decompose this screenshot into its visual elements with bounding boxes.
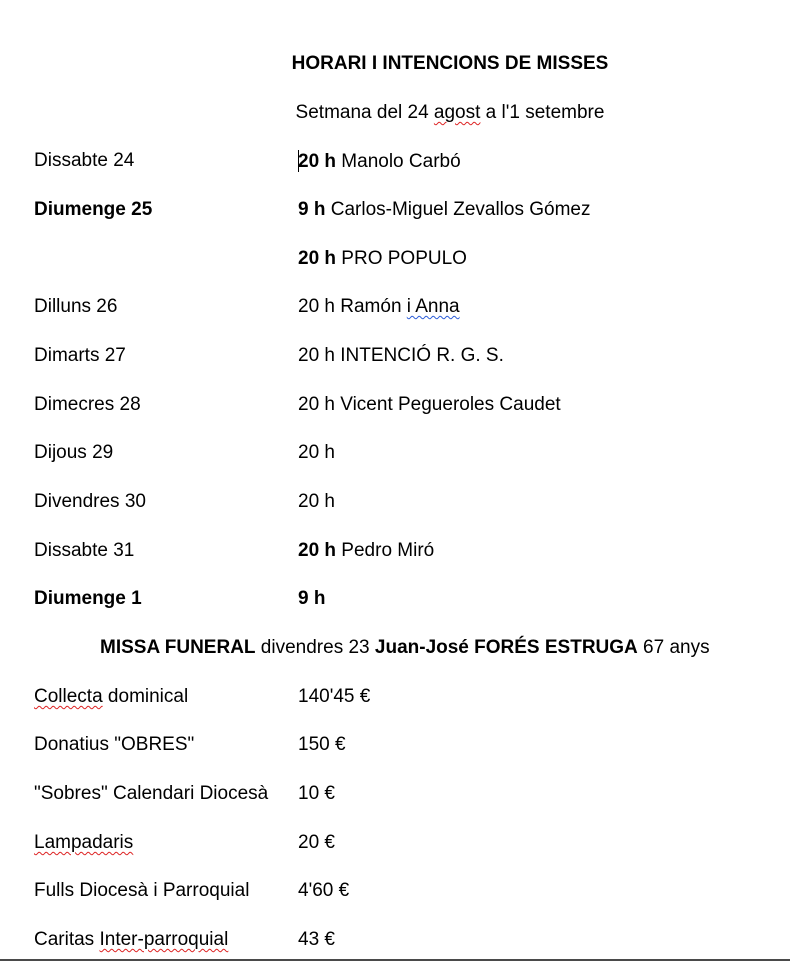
mass-entry: 20 h [298, 442, 335, 463]
collection-amount: 4'60 € [298, 880, 350, 901]
mass-entry: 20 h [298, 491, 335, 512]
collection-amount: 43 € [298, 929, 335, 950]
collection-label: Donatius "OBRES" [34, 734, 195, 755]
spellcheck-underline: Collecta [34, 686, 103, 707]
mass-entry: 20 h INTENCIÓ R. G. S. [298, 345, 504, 366]
collection-amount: 20 € [298, 832, 335, 853]
spellcheck-underline: agost [433, 102, 481, 123]
day-label: Diumenge 25 [34, 199, 153, 220]
mass-entry: 20 h Ramón i Anna [298, 296, 460, 317]
day-label: Dilluns 26 [34, 296, 118, 317]
grammar-underline: i Anna [406, 296, 460, 317]
day-label: Dissabte 31 [34, 540, 135, 561]
collection-amount: 140'45 € [298, 686, 371, 707]
mass-entry: 9 h Carlos-Miguel Zevallos Gómez [298, 199, 591, 220]
funeral-notice: MISSA FUNERAL divendres 23 Juan-José FORÉS ESTRUGA 67 anys [100, 637, 710, 658]
mass-entry: 9 h [298, 588, 326, 609]
mass-entry: 20 h Vicent Pegueroles Caudet [298, 394, 561, 415]
day-label: Dimarts 27 [34, 345, 126, 366]
spellcheck-underline: Inter-parroquial [99, 929, 229, 950]
week-subtitle: Setmana del 24 agost a l'1 setembre [295, 102, 605, 123]
collection-label [34, 832, 133, 854]
day-label: Dimecres 28 [34, 394, 141, 415]
spellcheck-underline: Lampadaris [34, 832, 134, 853]
day-label: Divendres 30 [34, 491, 146, 512]
collection-label: Fulls Diocesà i Parroquial [34, 880, 250, 901]
collection-amount: 10 € [298, 783, 335, 804]
collection-amount: 150 € [298, 734, 346, 755]
mass-entry: 20 h Manolo Carbó [298, 151, 461, 172]
page-edge-divider [0, 959, 790, 961]
collection-label: "Sobres" Calendari Diocesà [34, 783, 269, 804]
day-label: Dijous 29 [34, 442, 114, 463]
document-title: HORARI I INTENCIONS DE MISSES [291, 53, 609, 74]
day-label: Diumenge 1 [34, 588, 142, 609]
mass-entry: 20 h PRO POPULO [298, 248, 467, 269]
collection-label: Collecta dominical [34, 686, 189, 707]
collection-label: Caritas Inter-parroquial [34, 929, 229, 950]
mass-entry: 20 h Pedro Miró [298, 540, 435, 561]
day-label: Dissabte 24 [34, 150, 135, 171]
